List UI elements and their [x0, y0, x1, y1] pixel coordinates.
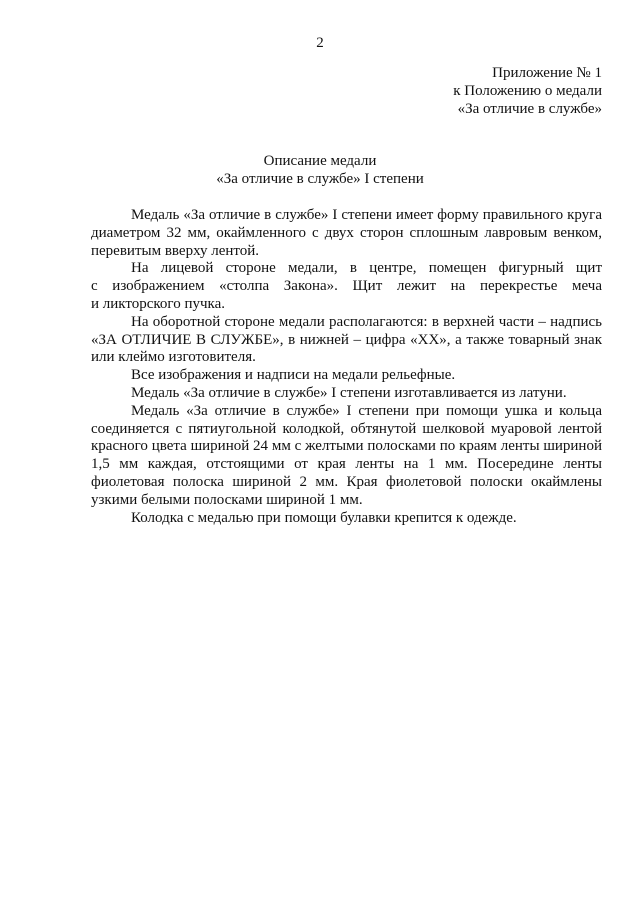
appendix-line-2: к Положению о медали — [453, 83, 602, 99]
paragraph-line: и ликторского пучка. — [91, 295, 225, 312]
paragraph — [91, 314, 602, 367]
paragraph-line: Медаль «За отличие в службе» I степени изготавливается из латуни. — [131, 384, 567, 401]
appendix-line-3: «За отличие в службе» — [457, 101, 602, 117]
paragraph-line: «ЗА ОТЛИЧИЕ В СЛУЖБЕ», в нижней – цифра «XX», а также товарный знак — [91, 331, 602, 348]
paragraph-line: Медаль «За отличие в службе» I степени при помощи ушка и кольца — [131, 402, 602, 419]
paragraph-line: с изображением «столпа Закона». Щит лежит на перекрестье меча — [91, 278, 602, 295]
paragraph-line: диаметром 32 мм, окаймленного с двух сторон сплошным лавровым венком, — [91, 224, 602, 241]
paragraph-line: перевитым вверху лентой. — [91, 242, 260, 259]
paragraph — [91, 510, 602, 528]
page-number: 2 — [316, 35, 324, 51]
appendix-header — [453, 64, 602, 118]
paragraph-line: фиолетовая полоска шириной 2 мм. Края фиолетовой полоски окаймлены — [91, 473, 602, 490]
paragraph — [91, 403, 602, 510]
paragraph-line: или клеймо изготовителя. — [91, 349, 256, 366]
paragraph-line: красного цвета шириной 24 мм с желтыми полосками по краям ленты шириной — [91, 438, 602, 455]
document-title — [0, 152, 640, 188]
paragraph — [91, 207, 602, 260]
paragraph-line: Медаль «За отличие в службе» I степени имеет форму правильного круга — [131, 207, 602, 223]
paragraph-line: 1,5 мм каждая, отстоящими от края ленты на 1 мм. Посередине ленты — [91, 456, 602, 473]
title-line-1: Описание медали — [263, 153, 377, 169]
paragraph-line: Колодка с медалью при помощи булавки крепится к одежде. — [131, 509, 517, 526]
paragraph — [91, 367, 602, 385]
paragraph-line: узкими белыми полосками шириной 1 мм. — [91, 491, 363, 508]
document-body — [91, 207, 602, 527]
paragraph-line: На лицевой стороне медали, в центре, помещен фигурный щит — [131, 260, 602, 277]
paragraph-line: Все изображения и надписи на медали рельефные. — [131, 367, 456, 384]
paragraph — [91, 385, 602, 403]
appendix-line-1: Приложение № 1 — [492, 65, 602, 81]
paragraph-line: На оборотной стороне медали располагаются: в верхней части – надпись — [131, 313, 602, 330]
title-line-2: «За отличие в службе» I степени — [216, 171, 424, 187]
paragraph-line: соединяется с пятиугольной колодкой, обтянутой шелковой муаровой лентой — [91, 420, 602, 437]
paragraph — [91, 260, 602, 313]
